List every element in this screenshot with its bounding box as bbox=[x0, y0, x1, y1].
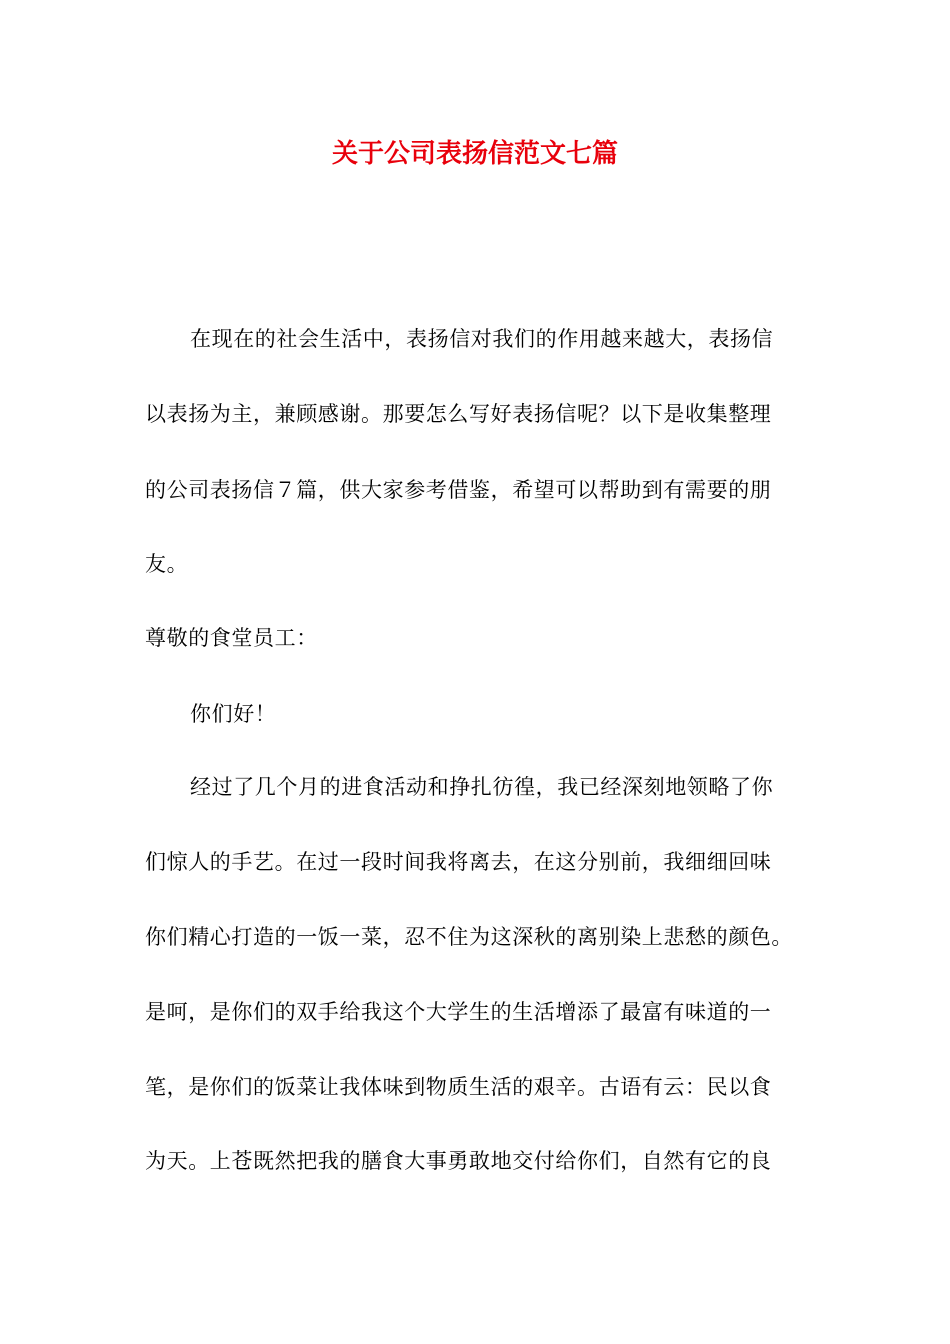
paragraph-line: 笔，是你们的饭菜让我体味到物质生活的艰辛。古语有云：民以食 bbox=[145, 1075, 772, 1099]
salutation-line: 尊敬的食堂员工： bbox=[145, 626, 318, 650]
paragraph-line: 经过了几个月的进食活动和挣扎彷徨，我已经深刻地领略了你 bbox=[190, 775, 774, 799]
document-title: 关于公司表扬信范文七篇 bbox=[331, 139, 618, 169]
paragraph-line: 在现在的社会生活中，表扬信对我们的作用越来越大，表扬信 bbox=[190, 327, 774, 351]
paragraph-line: 为天。上苍既然把我的膳食大事勇敢地交付给你们，自然有它的良 bbox=[145, 1149, 772, 1173]
paragraph-line: 们惊人的手艺。在过一段时间我将离去，在这分别前，我细细回味 bbox=[145, 850, 772, 874]
paragraph-line: 友。 bbox=[145, 552, 189, 576]
paragraph-line: 是呵，是你们的双手给我这个大学生的生活增添了最富有味道的一 bbox=[145, 1000, 772, 1024]
paragraph-line: 你们精心打造的一饭一菜，忍不住为这深秋的离别染上悲愁的颜色。 bbox=[145, 925, 793, 949]
greeting-line: 你们好！ bbox=[190, 702, 277, 726]
paragraph-line: 的公司表扬信７篇，供大家参考借鉴，希望可以帮助到有需要的朋 bbox=[145, 478, 772, 502]
paragraph-line: 以表扬为主，兼顾感谢。那要怎么写好表扬信呢？以下是收集整理 bbox=[145, 402, 772, 426]
